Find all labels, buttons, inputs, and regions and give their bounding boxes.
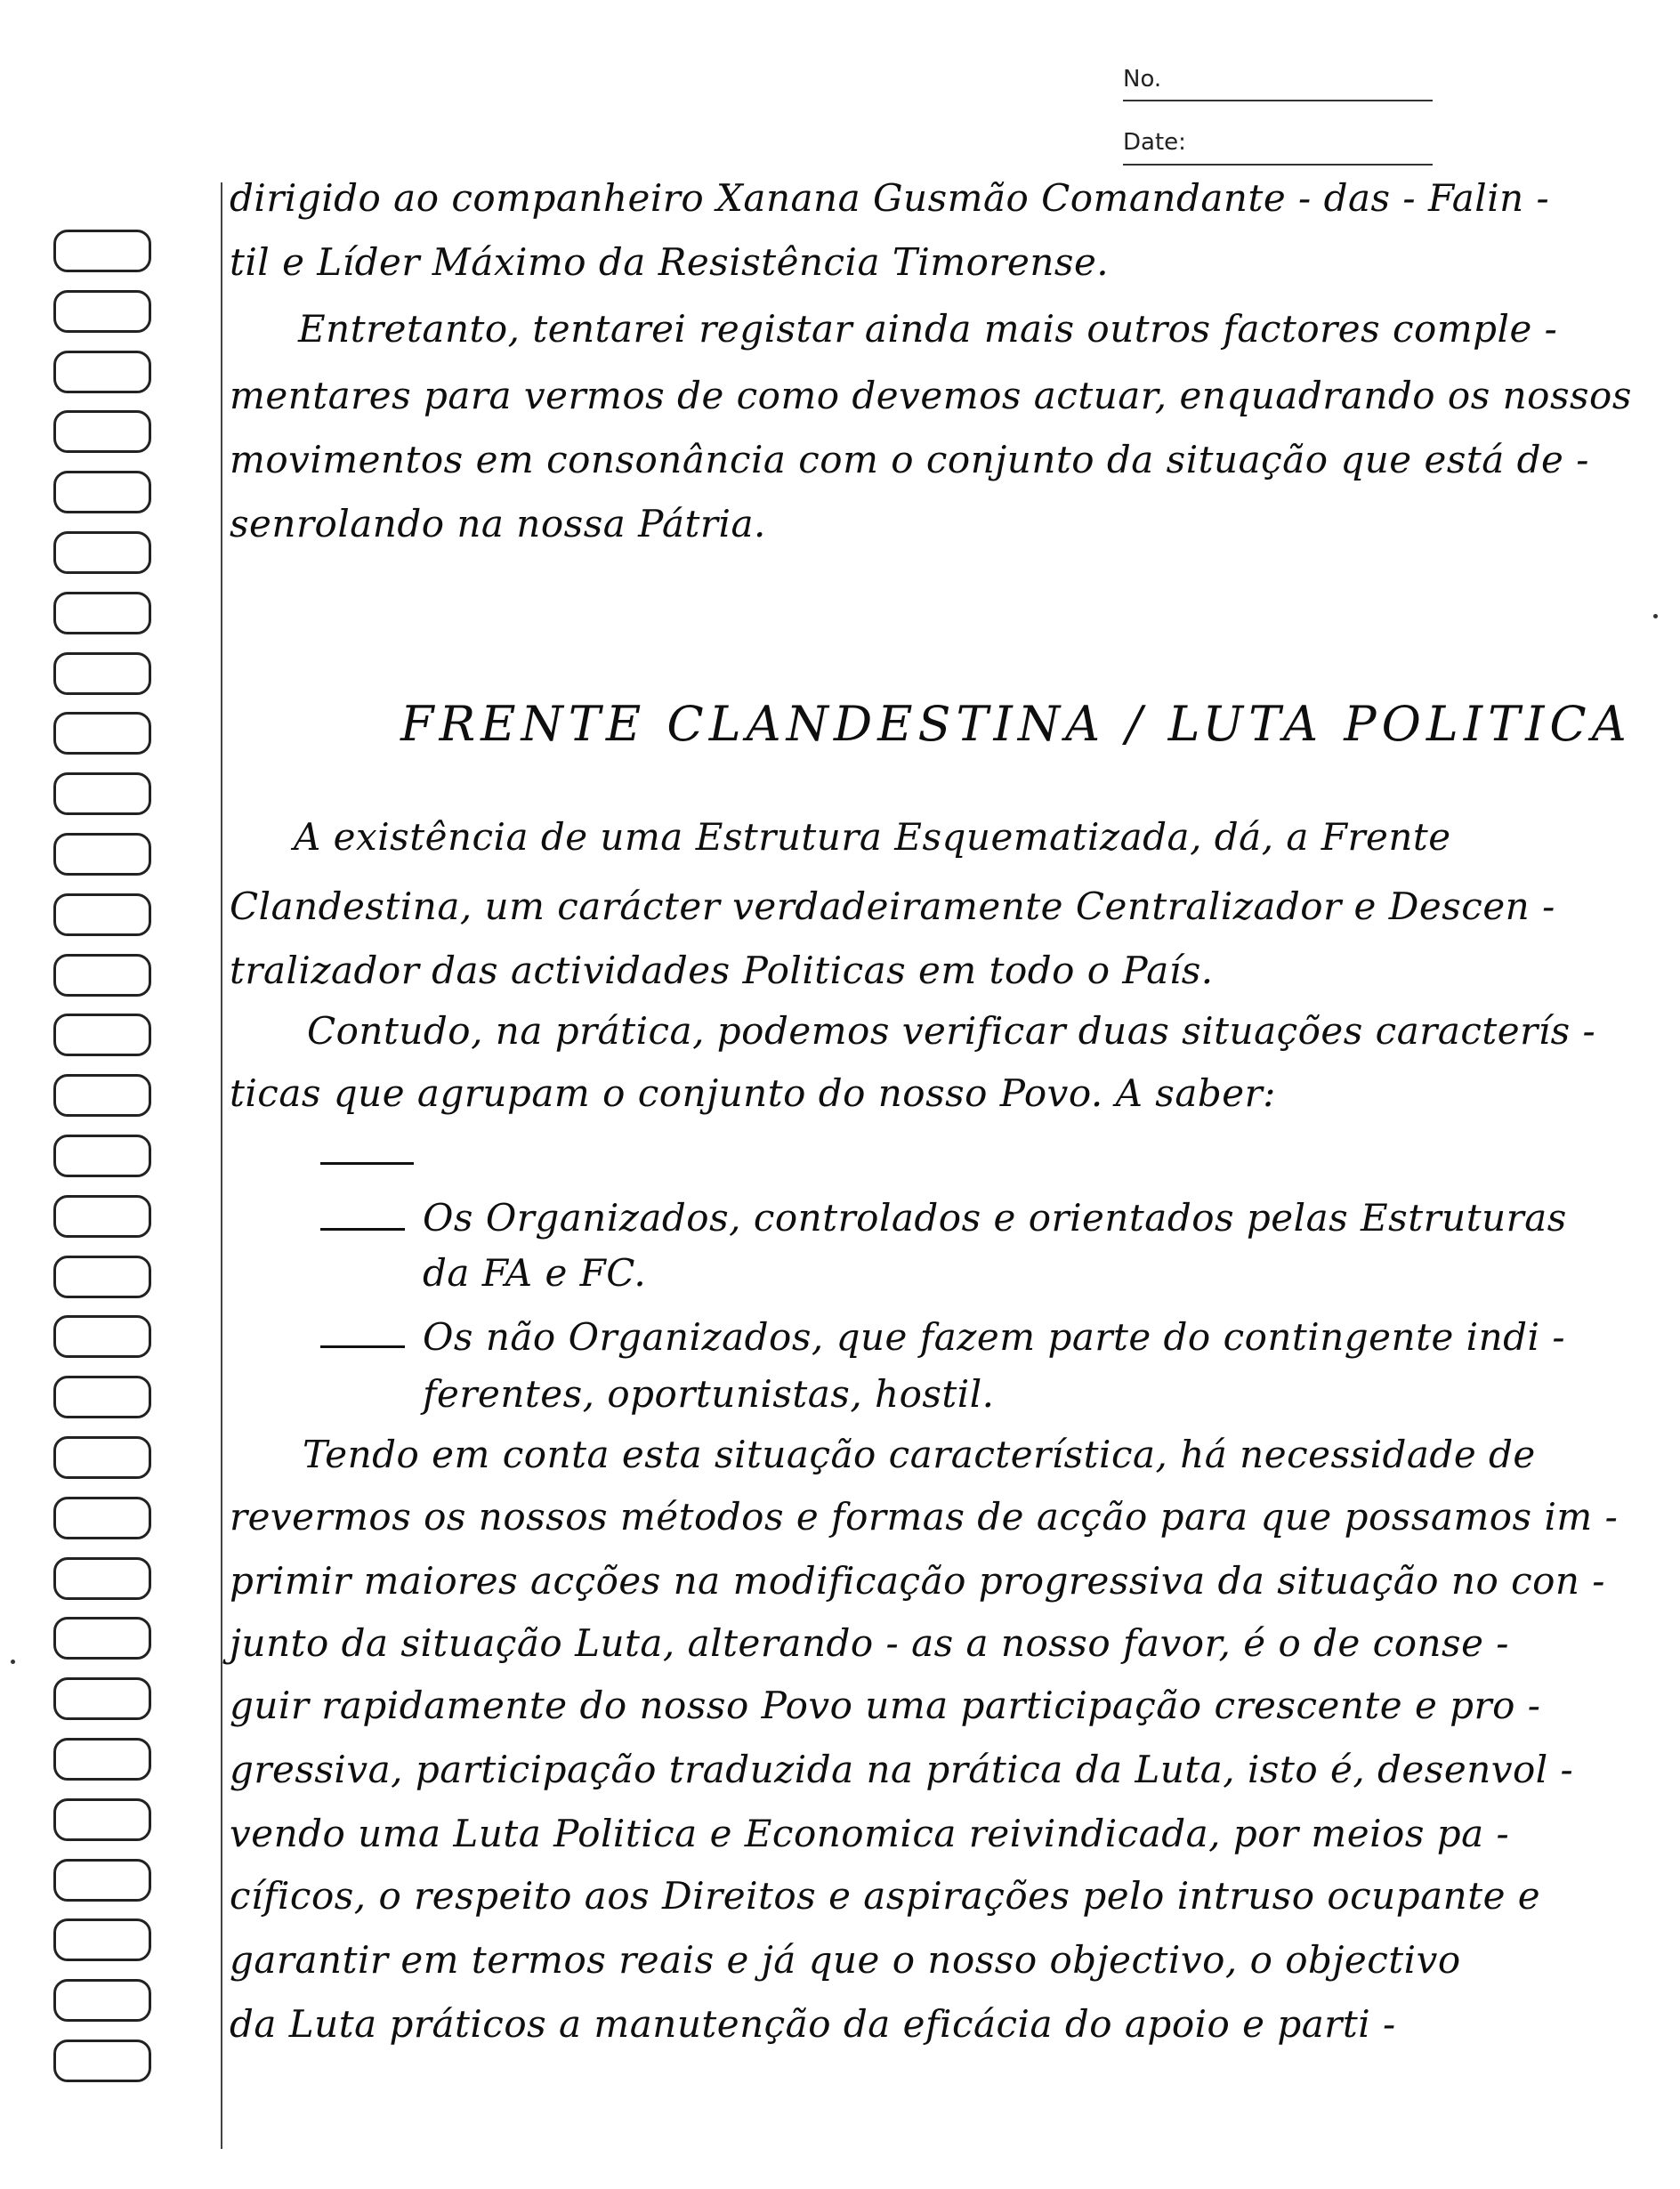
ring-icon xyxy=(53,833,151,876)
list-item-line: da FA e FC. xyxy=(423,1251,647,1295)
list-item-line: Os não Organizados, que fazem parte do contingente indi - xyxy=(423,1315,1566,1359)
closing-line: primir maiores acções na modificação progressiva da situação no con - xyxy=(230,1559,1605,1603)
ring-icon xyxy=(53,1617,151,1660)
ring-icon xyxy=(53,1256,151,1298)
ring-icon xyxy=(53,1859,151,1902)
ring-icon xyxy=(53,592,151,634)
ring-icon xyxy=(53,1918,151,1961)
closing-line: Tendo em conta esta situação característica, há necessidade de xyxy=(303,1433,1536,1476)
list-dash xyxy=(320,1345,405,1348)
ring-icon xyxy=(53,1979,151,2022)
ring-icon xyxy=(53,1376,151,1418)
closing-line: vendo uma Luta Politica e Economica reivindicada, por meios pa - xyxy=(230,1812,1510,1855)
body-line: Clandestina, um carácter verdadeiramente Centralizador e Descen - xyxy=(230,884,1555,928)
ring-icon xyxy=(53,772,151,815)
ring-icon xyxy=(53,652,151,695)
closing-line: da Luta práticos a manutenção da eficácia do apoio e parti - xyxy=(230,2002,1396,2046)
list-item-line: ferentes, oportunistas, hostil. xyxy=(423,1372,995,1416)
number-line xyxy=(1123,100,1433,101)
ring-icon xyxy=(53,290,151,333)
closing-line: garantir em termos reais e já que o nosso objectivo, o objectivo xyxy=(230,1938,1461,1982)
ring-icon xyxy=(53,471,151,513)
intro-line: senrolando na nossa Pátria. xyxy=(230,502,766,545)
date-line xyxy=(1123,164,1433,166)
ring-icon xyxy=(53,1195,151,1238)
ring-icon xyxy=(53,410,151,453)
body-line: ticas que agrupam o conjunto do nosso Povo. A saber: xyxy=(230,1071,1276,1115)
ring-icon xyxy=(53,893,151,936)
ring-icon xyxy=(53,1315,151,1358)
list-item-line: Os Organizados, controlados e orientados pelas Estruturas xyxy=(423,1196,1567,1240)
intro-line: dirigido ao companheiro Xanana Gusmão Comandante - das - Falin - xyxy=(230,176,1550,220)
list-dash xyxy=(320,1162,414,1165)
ring-icon xyxy=(53,230,151,272)
ring-icon xyxy=(53,712,151,755)
ring-icon xyxy=(53,351,151,393)
closing-line: junto da situação Luta, alterando - as a nosso favor, é o de conse - xyxy=(230,1621,1509,1665)
list-dash xyxy=(320,1228,405,1231)
ring-icon xyxy=(53,1557,151,1600)
closing-line: cíficos, o respeito aos Direitos e aspirações pelo intruso ocupante e xyxy=(230,1874,1541,1918)
closing-line: gressiva, participação traduzida na prática da Luta, isto é, desenvol - xyxy=(230,1748,1574,1791)
body-line: A existência de uma Estrutura Esquematizada, dá, a Frente xyxy=(294,815,1451,859)
intro-line: Entretanto, tentarei registar ainda mais outros factores comple - xyxy=(298,307,1558,351)
ring-icon xyxy=(53,1798,151,1841)
body-line: tralizador das actividades Politicas em todo o País. xyxy=(230,949,1214,992)
margin-line xyxy=(221,182,222,2149)
closing-line: guir rapidamente do nosso Povo uma participação crescente e pro - xyxy=(230,1684,1541,1727)
ring-icon xyxy=(53,2040,151,2082)
section-title: FRENTE CLANDESTINA / LUTA POLITICA xyxy=(400,696,1632,752)
ring-icon xyxy=(53,531,151,574)
ring-icon xyxy=(53,1014,151,1056)
ink-dot xyxy=(1653,614,1658,618)
ring-icon xyxy=(53,1738,151,1781)
intro-line: mentares para vermos de como devemos actuar, enquadrando os nossos xyxy=(230,374,1632,417)
ink-dot xyxy=(11,1660,15,1664)
ring-icon xyxy=(53,1436,151,1479)
intro-line: movimentos em consonância com o conjunto da situação que está de - xyxy=(230,438,1589,481)
body-line: Contudo, na prática, podemos verificar duas situações caracterís - xyxy=(307,1009,1596,1053)
binding-rings xyxy=(53,230,160,2100)
ring-icon xyxy=(53,1074,151,1117)
intro-line: til e Líder Máximo da Resistência Timorense. xyxy=(230,240,1110,284)
ring-icon xyxy=(53,1135,151,1177)
ring-icon xyxy=(53,1677,151,1720)
date-label: Date: xyxy=(1123,129,1186,156)
ring-icon xyxy=(53,1497,151,1539)
closing-line: revermos os nossos métodos e formas de acção para que possamos im - xyxy=(230,1495,1619,1539)
number-label: No. xyxy=(1123,66,1162,93)
ring-icon xyxy=(53,954,151,997)
